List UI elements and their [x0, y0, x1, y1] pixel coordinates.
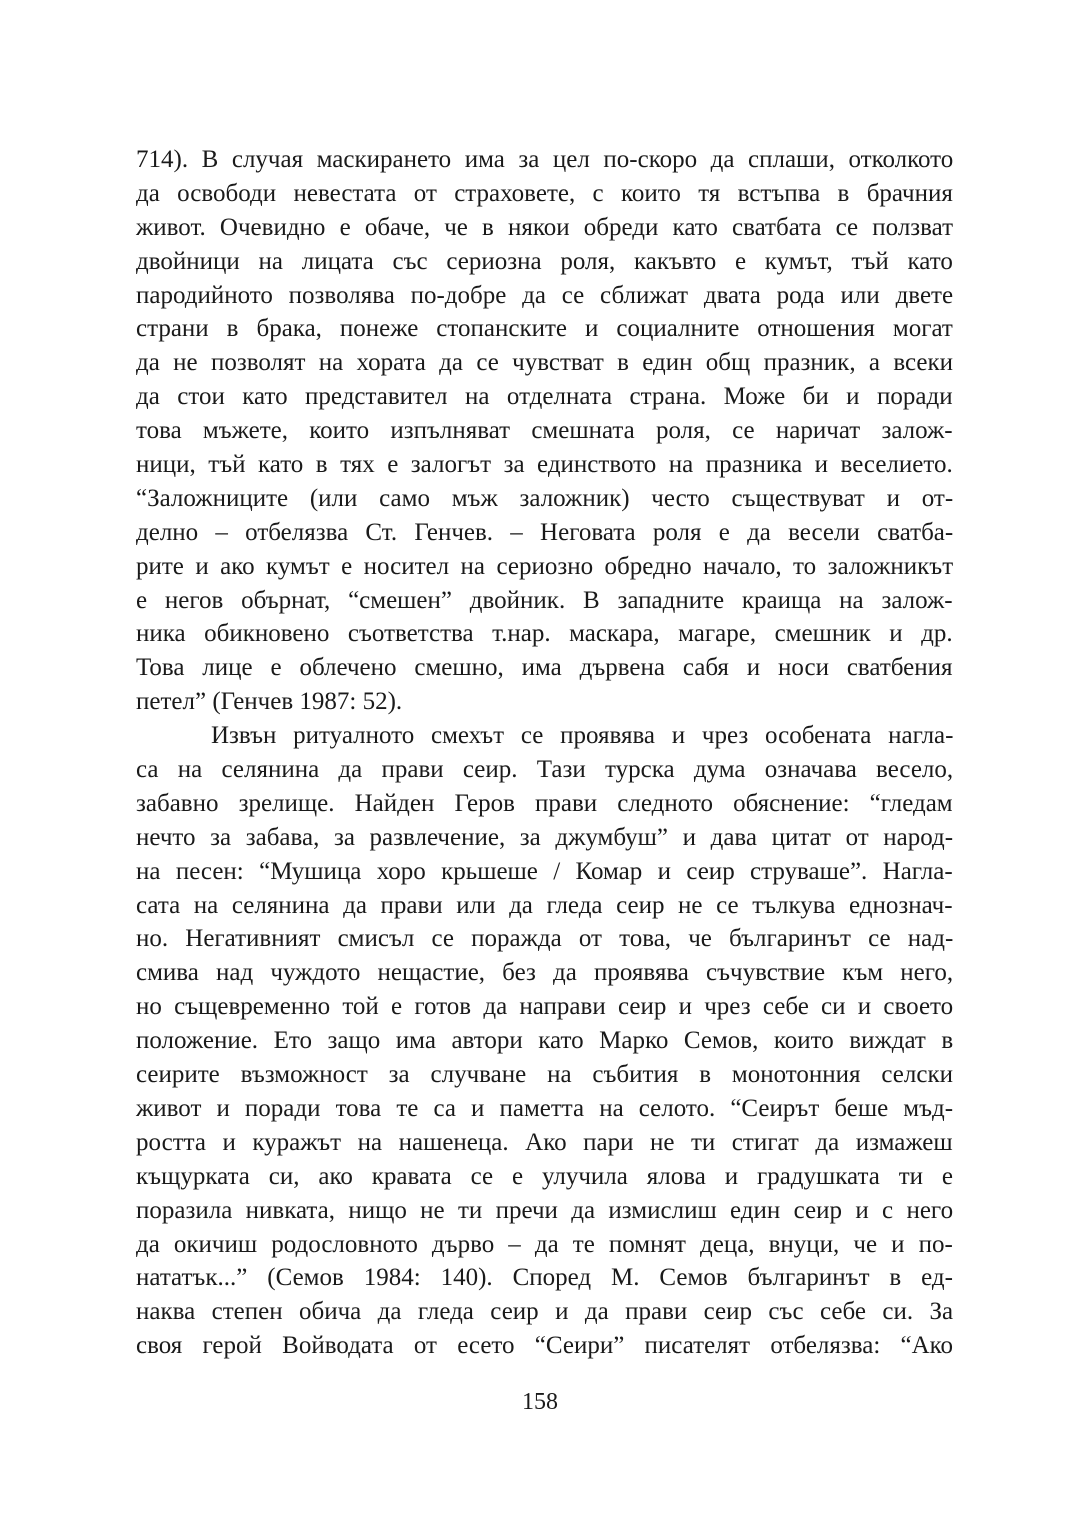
text-line: живот. Очевидно е обаче, че в някои обреди като сватбата се ползват: [136, 213, 954, 241]
text-line: на песен: “Мушица хоро крьшеше / Комар и сеир струваше”. Нагла-: [136, 857, 953, 885]
text-line: къщурката си, ако кравата се е улучила ялова и градушката ти е: [136, 1162, 953, 1190]
text-line: да не позволят на хората да се чувстват в един общ празник, а всеки: [136, 349, 954, 377]
text-line: но. Негативният смисъл се поражда от това, че българинът се над-: [136, 925, 954, 953]
text-line: това мъжете, които изпълняват смешната роля, се наричат залож-: [136, 417, 953, 445]
body-text: [136, 143, 953, 1363]
text-line: Извън ритуалното смехът се проявява и чрез особената нагла-: [211, 722, 954, 750]
text-line: смива над чуждото нещастие, без да проявява съчувствие към него,: [136, 959, 954, 987]
text-line: двойници на лицата със сериозна роля, какъвто е кумът, тъй като: [136, 247, 953, 275]
text-line: “Заложниците (или само мъж заложник) често съществуват и от-: [136, 484, 954, 512]
text-line: страни в брака, понеже стопанските и социалните отношения могат: [136, 315, 953, 343]
text-line: ростта и куражът на нашенеца. Ако пари не ти стигат да измажеш: [136, 1128, 953, 1156]
text-line: нечто за забава, за развлечение, за джумбуш” и дава цитат от народ-: [136, 823, 954, 851]
text-line: но същевременно той е готов да направи сеир и чрез себе си и своето: [136, 993, 954, 1021]
text-line: е негов обърнат, “смешен” двойник. В западните краища на залож-: [136, 586, 953, 614]
text-line: делно – отбелязва Ст. Генчев. – Неговата роля е да весели сватба-: [136, 518, 954, 546]
text-line: забавно зрелище. Найден Геров прави следното обяснение: “гледам: [136, 789, 953, 817]
text-line: ници, тъй като в тях е залогът за единството на празника и веселието.: [136, 451, 953, 479]
text-line: живот и поради това те са и паметта на селото. “Сеирът беше мъд-: [136, 1094, 954, 1122]
text-line: пародийното позволява по-добре да се сближат двата рода или двете: [136, 281, 954, 309]
text-line: Това лице е облечено смешно, има дървена сабя и носи сватбения: [136, 654, 953, 682]
text-line: нататък...” (Семов 1984: 140). Според М. Семов българинът в ед-: [136, 1264, 953, 1292]
text-line: наква степен обича да гледа сеир и да прави сеир със себе си. За: [136, 1298, 954, 1326]
page-number: 158: [522, 1389, 558, 1415]
text-line: са на селянина да прави сеир. Тази турска дума означава весело,: [136, 756, 954, 784]
text-line: рите и ако кумът е носител на сериозно обредно начало, то заложникът: [136, 552, 954, 580]
text-line: да освободи невестата от страховете, с които тя встъпва в брачния: [136, 179, 953, 207]
text-line: сата на селянина да прави или да гледа сеир не се тълкува еднознач-: [136, 891, 953, 919]
paragraph: [136, 143, 953, 719]
text-line: поразила нивката, нищо не ти пречи да измислиш един сеир и с него: [136, 1196, 954, 1224]
text-line: 714). В случая маскирането има за цел по-скоро да сплаши, отколкото: [136, 146, 954, 173]
text-line: сеирите възможност за случване на събития в монотонния селски: [136, 1061, 953, 1089]
text-line: да стои като представител на отделната страна. Може би и поради: [136, 383, 953, 411]
text-line: петел” (Генчев 1987: 52).: [136, 688, 403, 716]
text-line: положение. Ето защо има автори като Марко Семов, които виждат в: [136, 1027, 954, 1055]
paragraph: [136, 719, 953, 1363]
text-line: своя герой Войводата от есето “Сеири” писателят отбелязва: “Ако: [136, 1332, 954, 1360]
text-line: да окичиш родословното дърво – да те помнят деца, внуци, че и по-: [136, 1230, 953, 1258]
text-line: ника обикновено съответства т.нар. маскара, магаре, смешник и др.: [136, 620, 953, 648]
